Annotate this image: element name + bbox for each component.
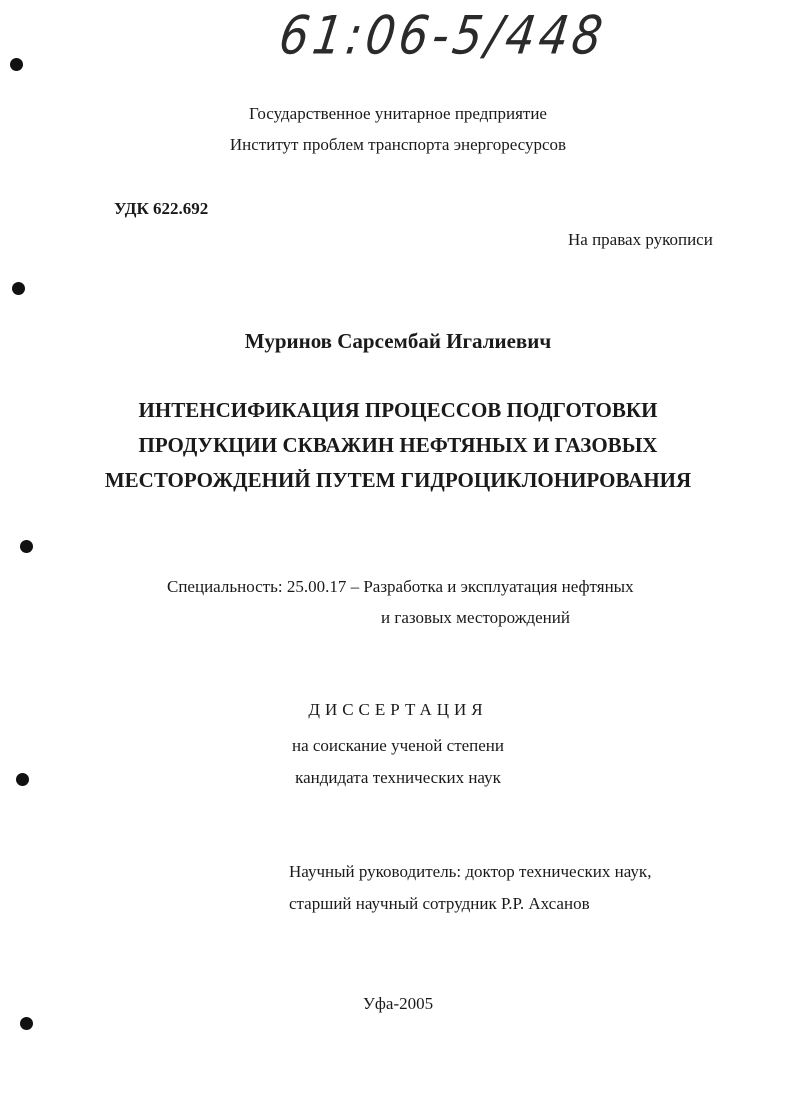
organization-line-2: Институт проблем транспорта энергоресурсов — [229, 135, 567, 154]
specialty-line-1: Специальность: 25.00.17 – Разработка и эксплуатация нефтяных — [167, 577, 634, 596]
degree-line-1: на соискание ученой степени — [291, 736, 505, 755]
title-line-1: ИНТЕНСИФИКАЦИЯ ПРОЦЕССОВ ПОДГОТОВКИ — [138, 398, 658, 422]
specialty-line-2: и газовых месторождений — [381, 608, 570, 627]
binding-hole-mark — [10, 58, 23, 71]
supervisor-line-1: Научный руководитель: доктор технических наук, — [289, 862, 652, 881]
binding-hole-mark — [12, 282, 25, 295]
handwritten-archive-mark: 61:06-5/448 — [275, 3, 611, 67]
organization-line-1: Государственное унитарное предприятие — [249, 104, 547, 123]
thesis-title — [0, 393, 796, 498]
title-line-3: МЕСТОРОЖДЕНИЙ ПУТЕМ ГИДРОЦИКЛОНИРОВАНИЯ — [104, 468, 692, 492]
binding-hole-mark — [20, 540, 33, 553]
degree-line-2: кандидата технических наук — [295, 768, 501, 787]
rights-note: На правах рукописи — [568, 230, 713, 249]
supervisor-line-2: старший научный сотрудник Р.Р. Ахсанов — [289, 894, 590, 913]
author-name: Муринов Сарсембай Игалиевич — [244, 329, 552, 353]
udk-code: УДК 622.692 — [114, 199, 209, 218]
dissertation-heading: ДИССЕРТАЦИЯ — [308, 700, 488, 719]
binding-hole-mark — [16, 773, 29, 786]
city-year: Уфа-2005 — [362, 994, 434, 1013]
title-line-2: ПРОДУКЦИИ СКВАЖИН НЕФТЯНЫХ И ГАЗОВЫХ — [138, 433, 658, 457]
binding-hole-mark — [20, 1017, 33, 1030]
